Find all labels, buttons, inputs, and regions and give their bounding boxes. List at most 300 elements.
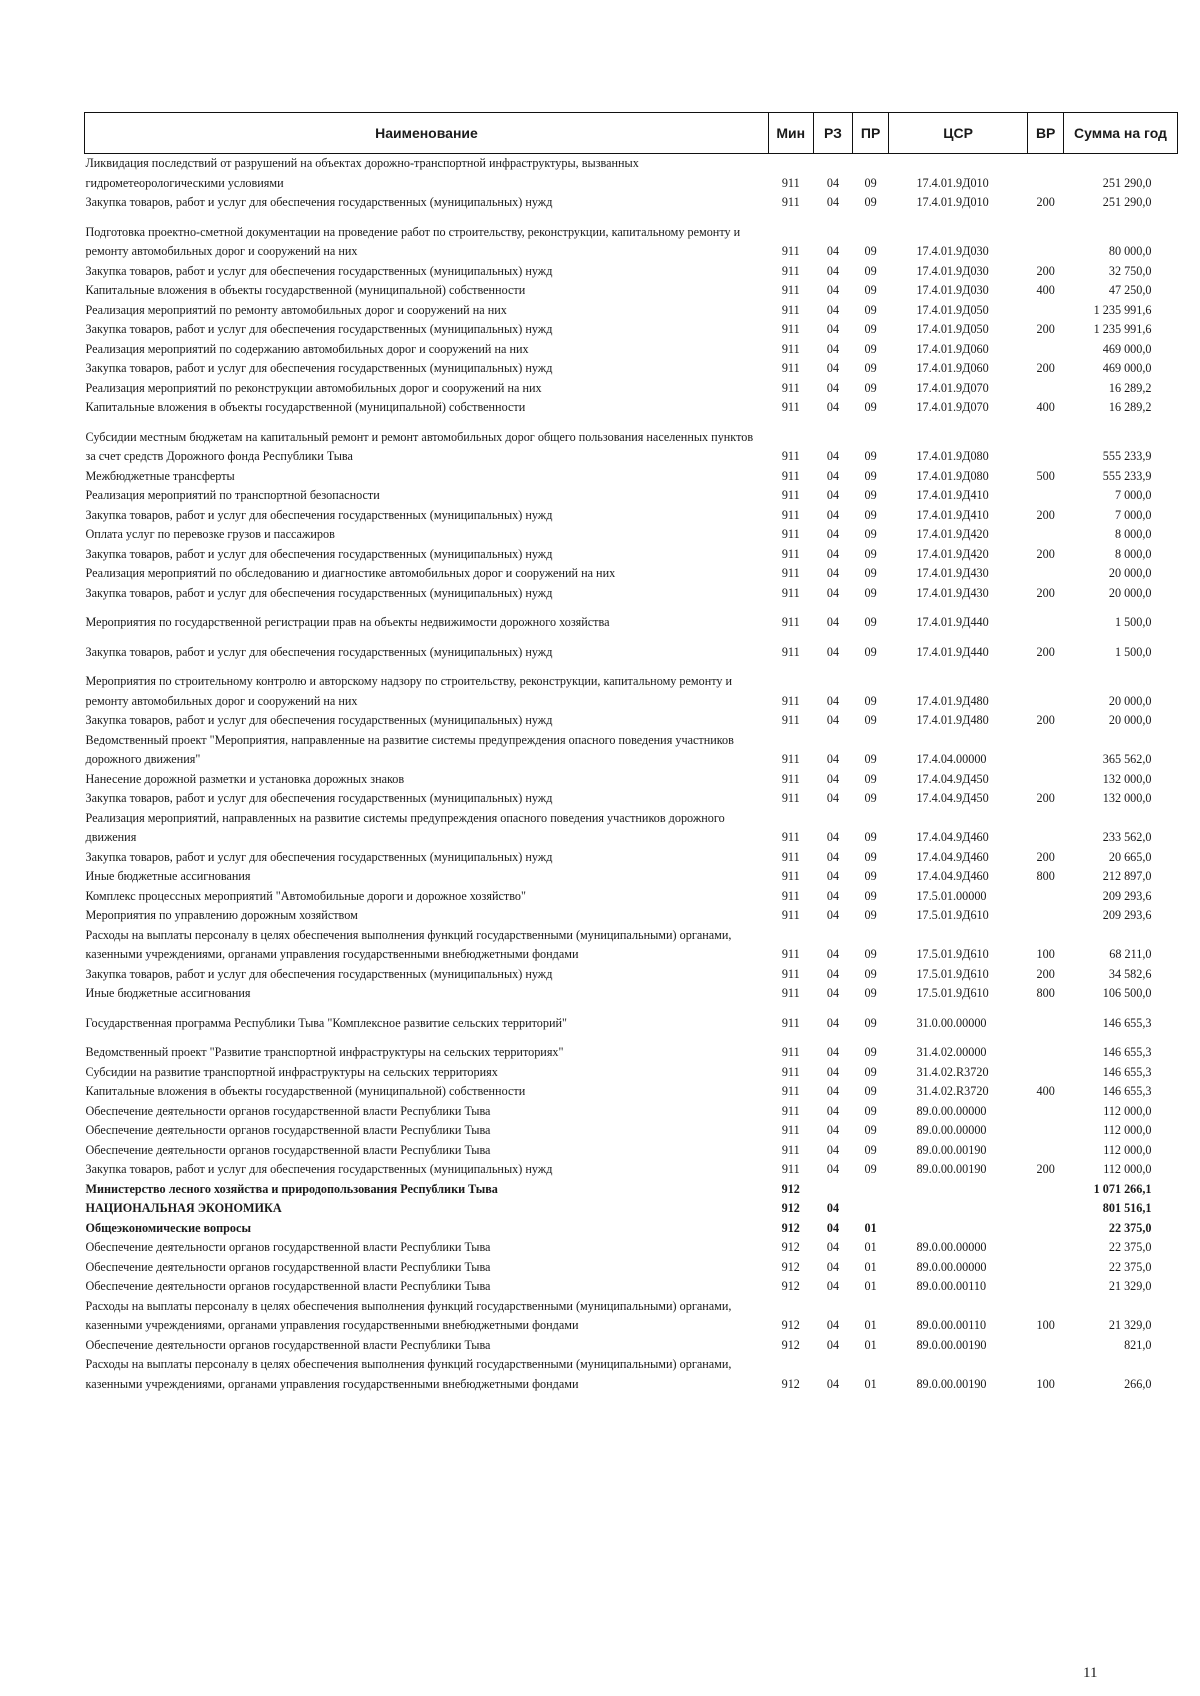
row-sum: 21 329,0 [1108,1318,1152,1332]
row-name: Реализация мероприятий по содержанию автомобильных дорог и сооружений на них [85,341,529,356]
row-rz: 04 [826,449,840,463]
row-rz: 04 [826,283,840,297]
table-row [85,731,1178,770]
row-vr [1028,731,1064,770]
row-sum: 22 375,0 [1108,1259,1152,1274]
row-vr [1028,154,1064,194]
table-row [85,262,1178,282]
row-sum: 8 000,0 [1114,546,1152,561]
row-pr: 09 [864,1162,877,1176]
row-name: Закупка товаров, работ и услуг для обеспечения государственных (муниципальных) нужд [85,849,553,864]
row-rz: 04 [826,1084,840,1098]
row-rz: 04 [826,488,840,502]
row-vr [1028,1336,1064,1356]
row-min: 911 [781,713,800,727]
row-sum: 106 500,0 [1102,986,1152,1000]
table-row [85,1141,1178,1161]
table-row [85,1238,1178,1258]
page-number: 11 [1083,1665,1098,1681]
row-sum: 22 375,0 [1108,1240,1152,1254]
row-rz: 04 [826,585,840,600]
row-sum: 251 290,0 [1102,195,1152,209]
table-row [85,1297,1178,1336]
table-row [85,1082,1178,1102]
row-name: Обеспечение деятельности органов государственной власти Республики Тыва [85,1240,491,1254]
row-pr: 01 [864,1376,877,1391]
row-vr [1028,1033,1064,1063]
row-vr [1028,340,1064,360]
column-header-rz: РЗ [813,113,853,154]
row-csr: 89.0.00.00000 [916,1123,987,1137]
table-row [85,193,1178,213]
table-row [85,418,1178,467]
row-sum: 1 500,0 [1114,644,1152,659]
row-sum: 1 235 991,6 [1093,302,1152,317]
row-csr: 17.5.01.00000 [916,888,987,903]
row-pr: 09 [864,693,877,708]
row-vr [1028,525,1064,545]
row-rz: 04 [826,263,840,278]
row-vr: 200 [1036,195,1055,209]
row-vr: 100 [1036,1318,1055,1332]
row-rz: 04 [826,302,840,317]
table-row [85,711,1178,731]
row-min: 911 [781,791,800,805]
row-vr: 400 [1036,283,1055,297]
row-csr: 89.0.00.00000 [916,1103,987,1118]
row-rz: 04 [826,1015,840,1030]
row-csr [888,1199,1027,1219]
row-vr: 100 [1036,947,1055,961]
row-sum: 146 655,3 [1102,1084,1152,1098]
row-csr: 31.4.02.R3720 [916,1084,989,1098]
table-row [85,662,1178,711]
table-header [85,113,1178,154]
row-min: 911 [781,322,800,336]
row-csr: 17.5.01.9Д610 [916,986,989,1000]
row-sum: 209 293,6 [1102,908,1152,922]
row-csr [888,1180,1027,1200]
row-name: Нанесение дорожной разметки и установка дорожных знаков [85,771,405,786]
row-pr: 09 [864,488,877,502]
row-name: Капитальные вложения в объекты государственной (муниципальной) собственности [85,400,526,414]
row-name: Ликвидация последствий от разрушений на объектах дорожно-транспортной инфраструктуры, вызванных гидрометеорологическими условиями [85,156,639,190]
row-name: Расходы на выплаты персоналу в целях обеспечения выполнения функций государственными (муниципальными) органами, казенными учреждениями, органами управления государственными внебюджетными фондами [85,1357,732,1391]
row-vr [1028,887,1064,907]
row-sum: 21 329,0 [1108,1279,1152,1293]
row-min: 911 [781,1162,800,1176]
row-sum: 68 211,0 [1109,947,1152,961]
row-name: Мероприятия по управлению дорожным хозяйством [85,908,358,922]
row-sum: 7 000,0 [1114,488,1152,502]
row-vr [1028,906,1064,926]
row-vr: 800 [1036,986,1055,1000]
row-name: Обеспечение деятельности органов государственной власти Республики Тыва [85,1337,491,1352]
row-pr: 09 [864,869,877,883]
row-vr: 200 [1036,966,1055,981]
row-rz: 04 [826,1259,840,1274]
row-csr: 17.4.01.9Д430 [916,566,989,580]
row-rz: 04 [826,468,840,483]
table-row [85,1160,1178,1180]
row-rz: 04 [826,1123,840,1137]
row-csr: 17.4.04.9Д450 [916,791,989,805]
row-name: Иные бюджетные ассигнования [85,986,251,1000]
row-rz: 04 [826,195,840,209]
row-csr: 17.4.01.9Д030 [916,244,989,258]
row-min: 912 [781,1220,800,1235]
row-name: Иные бюджетные ассигнования [85,869,251,883]
row-csr: 17.4.01.9Д440 [916,615,989,629]
row-sum: 555 233,9 [1102,449,1152,463]
row-pr: 01 [864,1318,877,1332]
row-name: Закупка товаров, работ и услуг для обеспечения государственных (муниципальных) нужд [85,966,553,981]
row-pr: 09 [864,322,877,336]
row-name: Субсидии на развитие транспортной инфраструктуры на сельских территориях [85,1064,498,1079]
row-csr: 17.4.01.9Д480 [916,693,989,708]
row-vr [1028,809,1064,848]
row-rz: 04 [826,966,840,981]
row-min: 911 [781,849,800,864]
row-csr: 31.0.00.00000 [916,1015,987,1030]
row-vr [1028,418,1064,467]
row-pr: 09 [864,713,877,727]
row-vr: 200 [1036,585,1055,600]
table-row [85,564,1178,584]
column-header-min: Мин [768,113,813,154]
row-name: Мероприятия по государственной регистрации прав на объекты недвижимости дорожного хозяйства [85,615,610,629]
row-pr: 09 [864,986,877,1000]
row-csr: 17.4.01.9Д440 [916,644,989,659]
row-rz: 04 [826,400,840,414]
table-row [85,1199,1178,1219]
row-rz: 04 [826,849,840,864]
row-min: 911 [781,175,800,190]
row-sum: 80 000,0 [1108,244,1152,258]
row-name: Общеэкономические вопросы [85,1220,251,1235]
row-min: 911 [781,400,800,414]
column-header-pr: ПР [853,113,889,154]
row-sum: 233 562,0 [1102,830,1152,844]
row-min: 911 [781,380,800,395]
row-min: 911 [781,966,800,981]
row-csr: 89.0.00.00110 [916,1279,987,1293]
table-row [85,1063,1178,1083]
row-min: 911 [781,361,800,375]
row-vr: 200 [1036,263,1055,278]
row-name: Закупка товаров, работ и услуг для обеспечения государственных (муниципальных) нужд [85,585,553,600]
row-min: 911 [781,546,800,561]
row-csr: 17.4.01.9Д080 [916,468,989,483]
row-csr: 17.4.01.9Д420 [916,527,989,541]
row-sum: 365 562,0 [1102,752,1152,766]
row-pr: 09 [864,244,877,258]
row-csr: 17.4.04.9Д460 [916,849,989,864]
table-row [85,1258,1178,1278]
row-name: Ведомственный проект "Развитие транспортной инфраструктуры на сельских территориях" [85,1045,564,1059]
row-name: Обеспечение деятельности органов государственной власти Республики Тыва [85,1123,491,1137]
row-rz: 04 [826,1240,840,1254]
row-csr: 89.0.00.00190 [916,1337,987,1352]
row-csr: 17.4.01.9Д030 [916,263,989,278]
row-csr: 17.4.01.9Д060 [916,361,989,375]
row-pr: 09 [864,195,877,209]
row-pr: 09 [864,888,877,903]
row-sum: 251 290,0 [1102,175,1152,190]
row-vr: 200 [1036,849,1055,864]
row-rz: 04 [826,713,840,727]
row-min: 912 [781,1376,800,1391]
row-name: Реализация мероприятий по транспортной безопасности [85,488,380,502]
row-vr [1028,1121,1064,1141]
row-pr [853,1180,889,1200]
row-sum: 112 000,0 [1103,1103,1152,1118]
row-min: 911 [781,1084,800,1098]
row-rz: 04 [826,771,840,786]
row-csr: 17.4.04.00000 [916,752,987,766]
row-rz: 04 [826,615,840,629]
row-min: 911 [781,830,800,844]
row-csr: 17.5.01.9Д610 [916,908,989,922]
table-row [85,359,1178,379]
row-vr [1028,603,1064,633]
row-name: Закупка товаров, работ и услуг для обеспечения государственных (муниципальных) нужд [85,546,553,561]
row-sum: 47 250,0 [1108,283,1152,297]
row-vr: 400 [1036,1084,1055,1098]
row-rz: 04 [826,693,840,708]
row-csr: 89.0.00.00190 [916,1376,987,1391]
row-min: 911 [781,986,800,1000]
row-csr: 89.0.00.00190 [916,1142,987,1157]
row-min: 911 [781,566,800,580]
row-rz: 04 [826,947,840,961]
row-sum: 16 289,2 [1108,380,1152,395]
row-sum: 469 000,0 [1102,341,1152,356]
row-pr: 09 [864,1045,877,1059]
row-csr: 89.0.00.00000 [916,1240,987,1254]
row-min: 911 [781,263,800,278]
table-row [85,584,1178,604]
row-rz: 04 [826,322,840,336]
row-name: Реализация мероприятий по ремонту автомобильных дорог и сооружений на них [85,302,507,317]
row-min: 911 [781,507,800,522]
row-csr: 17.4.01.9Д050 [916,322,989,336]
row-pr: 09 [864,1084,877,1098]
row-sum: 32 750,0 [1108,263,1152,278]
table-row [85,809,1178,848]
row-vr [1028,770,1064,790]
row-pr: 09 [864,175,877,190]
row-rz: 04 [826,244,840,258]
table-row [85,379,1178,399]
row-min: 911 [781,752,800,766]
row-vr [1028,213,1064,262]
row-name: Министерство лесного хозяйства и природопользования Республики Тыва [85,1181,498,1196]
row-csr: 17.4.04.9Д450 [916,771,989,786]
row-min: 911 [781,693,800,708]
row-min: 911 [781,341,800,356]
row-vr [1028,662,1064,711]
row-min: 911 [781,468,800,483]
row-pr: 09 [864,380,877,395]
row-sum: 22 375,0 [1108,1220,1152,1235]
row-sum: 20 000,0 [1108,566,1152,580]
row-vr [1028,1180,1064,1200]
row-min: 911 [781,488,800,502]
row-csr: 89.0.00.00190 [916,1162,987,1176]
row-vr [1028,1141,1064,1161]
row-name: Реализация мероприятий по реконструкции автомобильных дорог и сооружений на них [85,380,542,395]
row-rz: 04 [826,1376,840,1391]
row-name: Закупка товаров, работ и услуг для обеспечения государственных (муниципальных) нужд [85,1162,553,1176]
row-vr [1028,301,1064,321]
row-csr: 17.5.01.9Д610 [916,947,989,961]
row-name: Закупка товаров, работ и услуг для обеспечения государственных (муниципальных) нужд [85,713,553,727]
budget-table [84,112,1178,1394]
row-min: 911 [781,947,800,961]
row-pr: 01 [864,1279,877,1293]
row-pr: 09 [864,644,877,659]
row-sum: 1 500,0 [1114,615,1152,629]
row-min: 911 [781,908,800,922]
row-min: 911 [781,615,800,629]
row-rz: 04 [826,1103,840,1118]
row-name: Мероприятия по строительному контролю и авторскому надзору по строительству, реконструкции, капитальному ремонту и ремонту автомобильных дорог и сооружений на них [85,674,733,708]
row-sum: 34 582,6 [1108,966,1152,981]
row-rz: 04 [826,1279,840,1293]
row-pr: 01 [864,1337,877,1352]
table-row [85,213,1178,262]
row-name: Закупка товаров, работ и услуг для обеспечения государственных (муниципальных) нужд [85,322,553,336]
row-vr: 400 [1036,400,1055,414]
row-rz: 04 [826,507,840,522]
row-pr: 09 [864,1123,877,1137]
table-row [85,154,1178,194]
row-name: Закупка товаров, работ и услуг для обеспечения государственных (муниципальных) нужд [85,361,553,375]
row-name: Обеспечение деятельности органов государственной власти Республики Тыва [85,1279,491,1293]
row-vr [1028,1219,1064,1239]
table-body [85,154,1178,1395]
row-csr: 17.4.01.9Д410 [916,507,989,522]
row-pr: 09 [864,830,877,844]
row-name: Оплата услуг по перевозке грузов и пассажиров [85,527,335,541]
row-rz: 04 [826,1318,840,1332]
row-name: Обеспечение деятельности органов государственной власти Республики Тыва [85,1142,491,1157]
row-vr [1028,1004,1064,1034]
row-min: 911 [781,195,800,209]
row-name: Реализация мероприятий по обследованию и диагностике автомобильных дорог и сооружений на них [85,566,616,580]
row-pr: 09 [864,752,877,766]
row-pr: 09 [864,302,877,317]
row-rz: 04 [826,1142,840,1157]
row-sum: 16 289,2 [1108,400,1152,414]
row-name: Закупка товаров, работ и услуг для обеспечения государственных (муниципальных) нужд [85,644,553,659]
row-sum: 20 000,0 [1108,693,1152,708]
column-header-csr: ЦСР [888,113,1027,154]
row-sum: 146 655,3 [1102,1045,1152,1059]
row-csr: 17.4.01.9Д480 [916,713,989,727]
row-vr [1028,486,1064,506]
row-pr: 09 [864,908,877,922]
row-rz: 04 [826,888,840,903]
row-min: 911 [781,644,800,659]
row-vr [1028,1063,1064,1083]
row-name: Межбюджетные трансферты [85,468,235,483]
row-sum: 212 897,0 [1102,869,1152,883]
row-sum: 801 516,1 [1102,1201,1152,1215]
row-sum: 266,0 [1124,1376,1152,1391]
row-vr: 500 [1036,468,1055,483]
row-pr: 09 [864,468,877,483]
row-rz: 04 [826,1220,840,1235]
row-sum: 112 000,0 [1103,1162,1152,1176]
row-sum: 132 000,0 [1102,771,1152,786]
row-name: Комплекс процессных мероприятий "Автомобильные дороги и дорожное хозяйство" [85,888,526,903]
row-min: 911 [781,244,800,258]
row-min: 911 [781,1103,800,1118]
row-sum: 132 000,0 [1102,791,1152,805]
row-sum: 469 000,0 [1102,361,1152,375]
row-pr: 09 [864,966,877,981]
table-row [85,926,1178,965]
row-name: Ведомственный проект "Мероприятия, направленные на развитие системы предупреждения опасного поведения участников дорожного движения" [85,732,734,766]
row-name: Обеспечение деятельности органов государственной власти Республики Тыва [85,1103,491,1118]
row-sum: 112 000,0 [1103,1123,1152,1137]
table-row [85,506,1178,526]
row-vr [1028,1102,1064,1122]
row-csr: 17.4.01.9Д030 [916,283,989,297]
row-pr: 01 [864,1220,877,1235]
column-header-vr: ВР [1028,113,1064,154]
table-row [85,1355,1178,1394]
row-pr: 09 [864,1142,877,1157]
row-min: 911 [781,771,800,786]
row-vr [1028,1277,1064,1297]
row-sum: 20 000,0 [1108,713,1152,727]
row-pr: 09 [864,283,877,297]
row-rz: 04 [826,546,840,561]
row-csr: 17.4.04.9Д460 [916,869,989,883]
row-rz [813,1180,853,1200]
row-name: Подготовка проектно-сметной документации на проведение работ по строительству, реконструкции, капитальному ремонту и ремонту автомобильных дорог и сооружений на них [85,224,741,258]
row-pr: 09 [864,791,877,805]
row-name: Реализация мероприятий, направленных на развитие системы предупреждения опасного поведения участников дорожного движения [85,810,725,844]
row-sum: 1 071 266,1 [1093,1181,1152,1196]
row-sum: 555 233,9 [1102,468,1152,483]
row-rz: 04 [826,908,840,922]
row-min: 911 [781,869,800,883]
row-pr: 09 [864,1103,877,1118]
table-row [85,320,1178,340]
row-pr: 09 [864,263,877,278]
row-min: 911 [781,1064,800,1079]
row-min: 912 [781,1201,800,1215]
row-pr: 09 [864,1064,877,1079]
row-csr: 89.0.00.00110 [916,1318,987,1332]
row-sum: 146 655,3 [1102,1015,1152,1030]
row-vr: 200 [1036,791,1055,805]
row-rz: 04 [826,380,840,395]
table-row [85,984,1178,1004]
row-pr: 09 [864,771,877,786]
row-rz: 04 [826,341,840,356]
row-vr [1028,1238,1064,1258]
row-name: Субсидии местным бюджетам на капитальный ремонт и ремонт автомобильных дорог общего пользования населенных пунктов за счет средств Дорожного фонда Республики Тыва [85,429,754,463]
row-sum: 112 000,0 [1103,1142,1152,1157]
row-rz: 04 [826,869,840,883]
row-csr: 89.0.00.00000 [916,1259,987,1274]
table-row [85,603,1178,633]
